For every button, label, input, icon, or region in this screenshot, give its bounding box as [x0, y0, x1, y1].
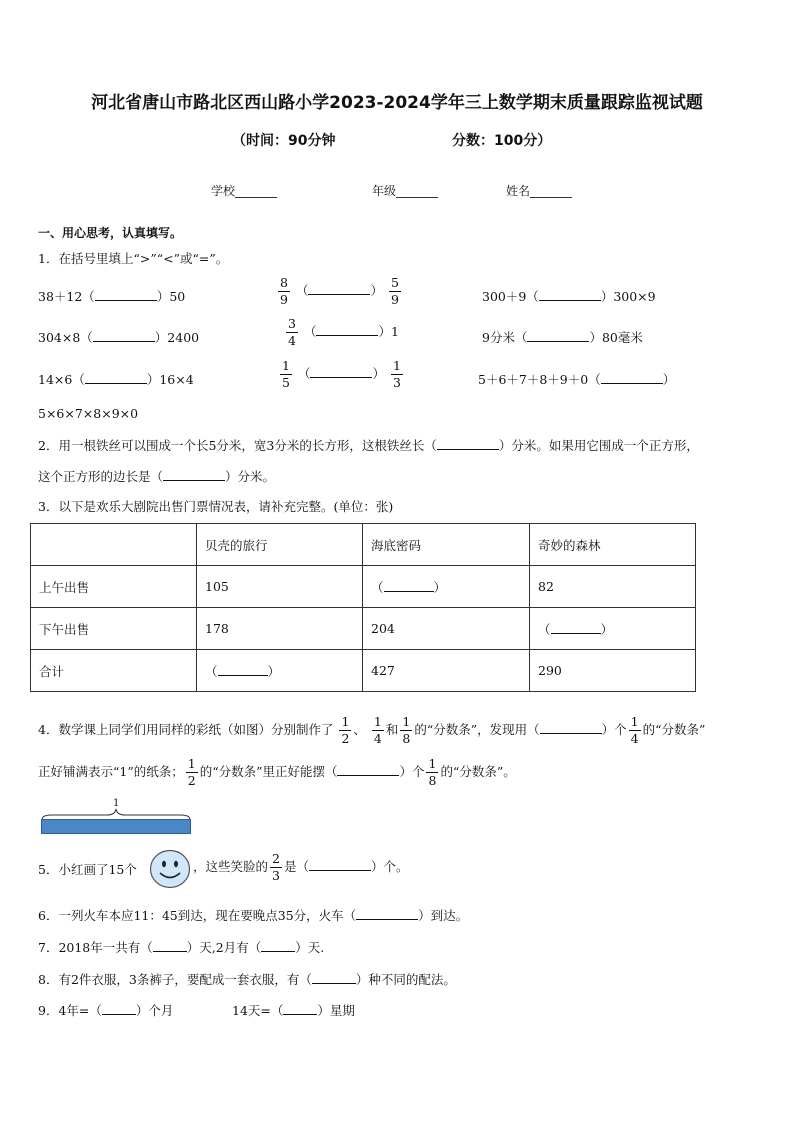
- table-cell: 合计: [31, 650, 197, 692]
- q1-r1a: 38＋12（ ）50: [38, 289, 186, 304]
- table-cell: 290: [530, 650, 696, 692]
- page-title: 河北省唐山市路北区西山路小学2023-2024学年三上数学期末质量跟踪监视试题: [91, 93, 703, 113]
- table-cell-blank[interactable]: （ ）: [363, 566, 530, 608]
- table-row: [31, 524, 696, 566]
- answer-blank[interactable]: [163, 470, 225, 481]
- q1-r3a: 14×6（ ）16×4: [38, 372, 194, 387]
- answer-blank[interactable]: [95, 290, 157, 301]
- q1-r3b: $\frac{1}{5}$ （ ） $\frac{1}{3}$: [282, 358, 401, 390]
- answer-blank[interactable]: [356, 909, 418, 920]
- q5-text-a: 5．小红画了15个: [38, 862, 137, 877]
- q9-part1: 9．4年=（ ）个月: [38, 1003, 174, 1018]
- fraction: $\frac{8}{9}$: [280, 275, 288, 307]
- q1-prompt: 1．在括号里填上“>”“<”或“=”。: [38, 251, 229, 266]
- fraction: $\frac{1}{3}$: [392, 358, 401, 390]
- fraction: $\frac{1}{8}$: [428, 756, 437, 788]
- grade-field: 年级_______: [372, 184, 439, 198]
- q6: 6．一列火车本应11：45到达，现在要晚点35分，火车（ ）到达。: [38, 908, 469, 923]
- answer-blank[interactable]: [312, 973, 356, 984]
- q1-r1b: $\frac{8}{9}$ （ ） $\frac{5}{9}$: [280, 275, 399, 307]
- answer-blank[interactable]: [153, 941, 187, 952]
- answer-blank[interactable]: [540, 723, 602, 734]
- school-field: 学校_______: [211, 184, 278, 198]
- answer-blank[interactable]: [102, 1004, 136, 1015]
- section-heading: 一、用心思考，认真填写。: [38, 226, 183, 240]
- fraction: $\frac{1}{8}$: [402, 714, 411, 746]
- fraction: $\frac{1}{5}$: [282, 358, 290, 390]
- answer-blank[interactable]: [310, 367, 372, 378]
- table-cell: 178: [197, 608, 363, 650]
- answer-blank[interactable]: [437, 439, 499, 450]
- answer-blank[interactable]: [539, 290, 601, 301]
- paper-strip: [41, 819, 191, 834]
- answer-blank[interactable]: [316, 325, 378, 336]
- q4-line2: 正好铺满表示“1”的纸条； $\frac{1}{2}$ 的“分数条”里正好能摆（ ）个 $\frac{1}{8}$ 的“分数条”。: [38, 756, 516, 788]
- answer-blank[interactable]: [93, 331, 155, 342]
- table-row: [31, 608, 696, 650]
- q8: 8．有2件衣服，3条裤子，要配成一套衣服，有（ ）种不同的配法。: [38, 972, 456, 987]
- fraction: $\frac{1}{2}$: [187, 756, 196, 788]
- table-cell-blank[interactable]: （ ）: [197, 650, 363, 692]
- fraction: $\frac{5}{9}$: [390, 275, 399, 307]
- q1-r2a: 304×8（ ）2400: [38, 330, 200, 345]
- fraction: $\frac{3}{4}$: [288, 316, 296, 348]
- answer-blank[interactable]: [283, 1004, 317, 1015]
- q9-part2: 14天=（ ）星期: [232, 1003, 355, 1018]
- q1-r2b: $\frac{3}{4}$ （ ）1: [288, 316, 399, 348]
- fraction: $\frac{1}{4}$: [630, 714, 639, 746]
- table-cell: 105: [197, 566, 363, 608]
- table-header-cell: 奇妙的森林: [530, 524, 696, 566]
- answer-blank[interactable]: [309, 860, 371, 871]
- answer-blank[interactable]: [308, 284, 370, 295]
- q4-line1: 4．数学课上同学们用同样的彩纸（如图）分别制作了 $\frac{1}{2}$ 、 $\frac{1}{4}$ 和 $\frac{1}{8}$ 的“分数条”，发现用（ ）个 $\frac{1}{4}$ 的“分数条”: [38, 714, 706, 746]
- answer-blank[interactable]: [527, 331, 589, 342]
- table-cell: 427: [363, 650, 530, 692]
- q2-line1: 2．用一根铁丝可以围成一个长5分米，宽3分米的长方形，这根铁丝长（ ）分米。如果用它围成一个正方形，: [38, 438, 699, 453]
- table-header-cell: 海底密码: [363, 524, 530, 566]
- q2-line2: 这个正方形的边长是（ ）分米。: [38, 469, 276, 484]
- table-row: [31, 650, 696, 692]
- q1-r4: 5×6×7×8×9×0: [38, 406, 139, 421]
- q1-r3c: 5＋6＋7＋8＋9＋0（ ）: [478, 372, 676, 387]
- name-field: 姓名_______: [506, 184, 573, 198]
- fraction: $\frac{1}{2}$: [341, 714, 350, 746]
- figure-label: 1: [113, 798, 120, 809]
- table-cell-blank[interactable]: （ ）: [530, 608, 696, 650]
- answer-blank[interactable]: [601, 373, 663, 384]
- table-cell: 82: [530, 566, 696, 608]
- q7: 7．2018年一共有（ ）天,2月有（ ）天.: [38, 940, 325, 955]
- exam-score: 分数：100分）: [452, 133, 552, 149]
- q1-r2c: 9分米（ ）80毫米: [482, 330, 643, 345]
- answer-blank[interactable]: [261, 941, 295, 952]
- q3-prompt: 3．以下是欢乐大剧院出售门票情况表，请补充完整。(单位：张): [38, 499, 394, 514]
- table-header-cell: [31, 524, 197, 566]
- table-header-cell: 贝壳的旅行: [197, 524, 363, 566]
- table-cell: 上午出售: [31, 566, 197, 608]
- smiley-icon: [149, 849, 191, 889]
- answer-blank[interactable]: [337, 765, 399, 776]
- ticket-table: [30, 523, 696, 692]
- answer-blank[interactable]: [85, 373, 147, 384]
- table-cell: 下午出售: [31, 608, 197, 650]
- table-cell: 204: [363, 608, 530, 650]
- fraction: $\frac{1}{4}$: [373, 714, 382, 746]
- q1-r1c: 300＋9（ ）300×9: [482, 289, 656, 304]
- fraction: $\frac{2}{3}$: [272, 851, 280, 883]
- exam-time: （时间：90分钟: [232, 133, 336, 149]
- q5-text-b: ，这些笑脸的 $\frac{2}{3}$ 是（ ）个。: [193, 851, 409, 883]
- table-row: [31, 566, 696, 608]
